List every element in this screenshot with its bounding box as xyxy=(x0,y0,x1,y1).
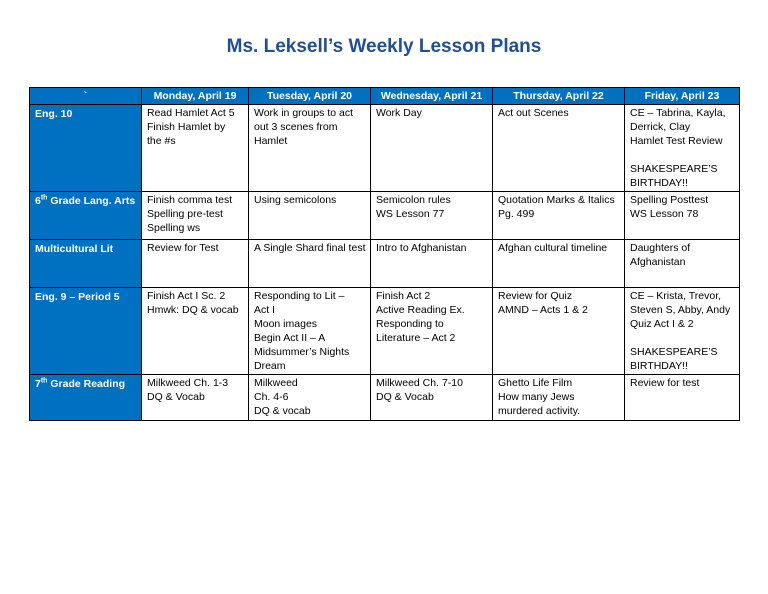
plan-line: Using semicolons xyxy=(254,194,337,206)
plan-cell xyxy=(142,288,249,375)
plan-line: Spelling ws xyxy=(147,222,201,234)
plan-cell xyxy=(493,192,625,240)
plan-line: Review for test xyxy=(630,377,700,389)
plan-line: Daughters of xyxy=(630,242,691,254)
subject-cell xyxy=(30,375,142,421)
plan-line: Quotation Marks & Italics xyxy=(498,194,615,206)
plan-line: Finish Act 2 xyxy=(376,290,431,302)
plan-line: Pg. 499 xyxy=(498,208,535,220)
subject-cell xyxy=(30,105,142,192)
plan-line: Intro to Afghanistan xyxy=(376,242,467,254)
plan-cell xyxy=(249,288,371,375)
subject-cell xyxy=(30,288,142,375)
plan-line: Milkweed Ch. 1-3 xyxy=(147,377,229,389)
plan-line: Moon images xyxy=(254,318,318,330)
day-header: Monday, April 19 xyxy=(142,88,249,105)
day-header: Tuesday, April 20 xyxy=(249,88,371,105)
plan-line: Work Day xyxy=(376,107,422,119)
plan-cell xyxy=(142,375,249,421)
plan-cell xyxy=(625,240,740,288)
subject-label: 7 xyxy=(35,378,41,390)
plan-cell xyxy=(493,240,625,288)
blank-line xyxy=(630,148,734,162)
plan-line: AMND – Acts 1 & 2 xyxy=(498,304,588,316)
plan-line: BIRTHDAY!! xyxy=(630,360,688,372)
plan-line: Quiz Act I & 2 xyxy=(630,318,694,330)
plan-line: Hamlet Test Review xyxy=(630,135,723,147)
subject-label: Eng. 10 xyxy=(35,108,73,120)
plan-line: Afghan cultural timeline xyxy=(498,242,608,254)
plan-line: Afghanistan xyxy=(630,256,686,268)
table-row xyxy=(30,240,740,288)
plan-cell xyxy=(493,105,625,192)
day-header: Wednesday, April 21 xyxy=(371,88,493,105)
plan-line: Act out Scenes xyxy=(498,107,569,119)
plan-line: Steven S, Abby, Andy xyxy=(630,304,731,316)
plan-line: Derrick, Clay xyxy=(630,121,691,133)
table-row xyxy=(30,192,740,240)
header-row xyxy=(30,88,740,105)
plan-line: Review for Test xyxy=(147,242,219,254)
day-header: Thursday, April 22 xyxy=(493,88,625,105)
plan-cell xyxy=(371,240,493,288)
plan-line: BIRTHDAY!! xyxy=(630,177,688,189)
plan-line: Dream xyxy=(254,360,286,372)
plan-cell xyxy=(142,192,249,240)
plan-line: Milkweed xyxy=(254,377,298,389)
plan-cell xyxy=(371,288,493,375)
plan-line: DQ & Vocab xyxy=(376,391,434,403)
plan-line: Read Hamlet Act 5 xyxy=(147,107,235,119)
subject-label: Multicultural Lit xyxy=(35,243,114,255)
table-row xyxy=(30,288,740,375)
plan-line: Finish Hamlet by xyxy=(147,121,226,133)
plan-cell xyxy=(625,192,740,240)
plan-line: Ch. 4-6 xyxy=(254,391,289,403)
plan-cell xyxy=(625,105,740,192)
subject-ordinal: th xyxy=(40,194,48,202)
plan-line: Midsummer’s Nights xyxy=(254,346,350,358)
plan-line: DQ & Vocab xyxy=(147,391,205,403)
plan-line: Milkweed Ch. 7-10 xyxy=(376,377,463,389)
plan-line: Act I xyxy=(254,304,276,316)
plan-line: Spelling pre-test xyxy=(147,208,223,220)
plan-cell xyxy=(371,375,493,421)
plan-line: Hamlet xyxy=(254,135,288,147)
plan-line: WS Lesson 77 xyxy=(376,208,445,220)
plan-line: A Single Shard final test xyxy=(254,242,366,254)
plan-line: CE – Tabrina, Kayla, xyxy=(630,107,726,119)
plan-cell xyxy=(249,105,371,192)
plan-line: Work in groups to act xyxy=(254,107,354,119)
subject-cell xyxy=(30,240,142,288)
plan-cell xyxy=(493,375,625,421)
page-title: Ms. Leksell’s Weekly Lesson Plans xyxy=(226,36,542,57)
plan-line: Begin Act II – A xyxy=(254,332,326,344)
plan-line: DQ & vocab xyxy=(254,405,311,417)
plan-line: Literature – Act 2 xyxy=(376,332,456,344)
plan-cell xyxy=(371,192,493,240)
subject-cell xyxy=(30,192,142,240)
plan-line: murdered activity. xyxy=(498,405,581,417)
subject-ordinal: th xyxy=(40,377,48,385)
plan-line: Responding to xyxy=(376,318,444,330)
plan-line: How many Jews xyxy=(498,391,575,403)
subject-label-rest: Grade Lang. Arts xyxy=(47,195,136,207)
lesson-plan-table xyxy=(29,87,740,421)
plan-line: Spelling Posttest xyxy=(630,194,709,206)
plan-cell xyxy=(249,375,371,421)
plan-line: out 3 scenes from xyxy=(254,121,338,133)
blank-line xyxy=(630,331,734,345)
plan-cell xyxy=(249,192,371,240)
subject-label: 6 xyxy=(35,195,41,207)
plan-line: Hmwk: DQ & vocab xyxy=(147,304,239,316)
plan-cell xyxy=(625,375,740,421)
table-row xyxy=(30,105,740,192)
plan-cell xyxy=(142,105,249,192)
plan-line: Finish comma test xyxy=(147,194,233,206)
plan-line: Ghetto Life Film xyxy=(498,377,573,389)
plan-line: WS Lesson 78 xyxy=(630,208,699,220)
plan-line: Responding to Lit – xyxy=(254,290,345,302)
plan-line: Finish Act I Sc. 2 xyxy=(147,290,226,302)
plan-cell xyxy=(249,240,371,288)
subject-label-rest: Grade Reading xyxy=(47,378,126,390)
plan-line: SHAKESPEARE’S xyxy=(630,163,718,175)
plan-cell xyxy=(493,288,625,375)
table-row xyxy=(30,375,740,421)
plan-line: Semicolon rules xyxy=(376,194,451,206)
corner-header: ` xyxy=(30,88,142,105)
plan-cell xyxy=(371,105,493,192)
plan-cell xyxy=(142,240,249,288)
plan-line: the #s xyxy=(147,135,176,147)
subject-label: Eng. 9 – Period 5 xyxy=(35,291,120,303)
plan-line: Active Reading Ex. xyxy=(376,304,465,316)
plan-cell xyxy=(625,288,740,375)
plan-line: Review for Quiz xyxy=(498,290,573,302)
day-header: Friday, April 23 xyxy=(625,88,740,105)
plan-line: SHAKESPEARE’S xyxy=(630,346,718,358)
plan-line: CE – Krista, Trevor, xyxy=(630,290,722,302)
